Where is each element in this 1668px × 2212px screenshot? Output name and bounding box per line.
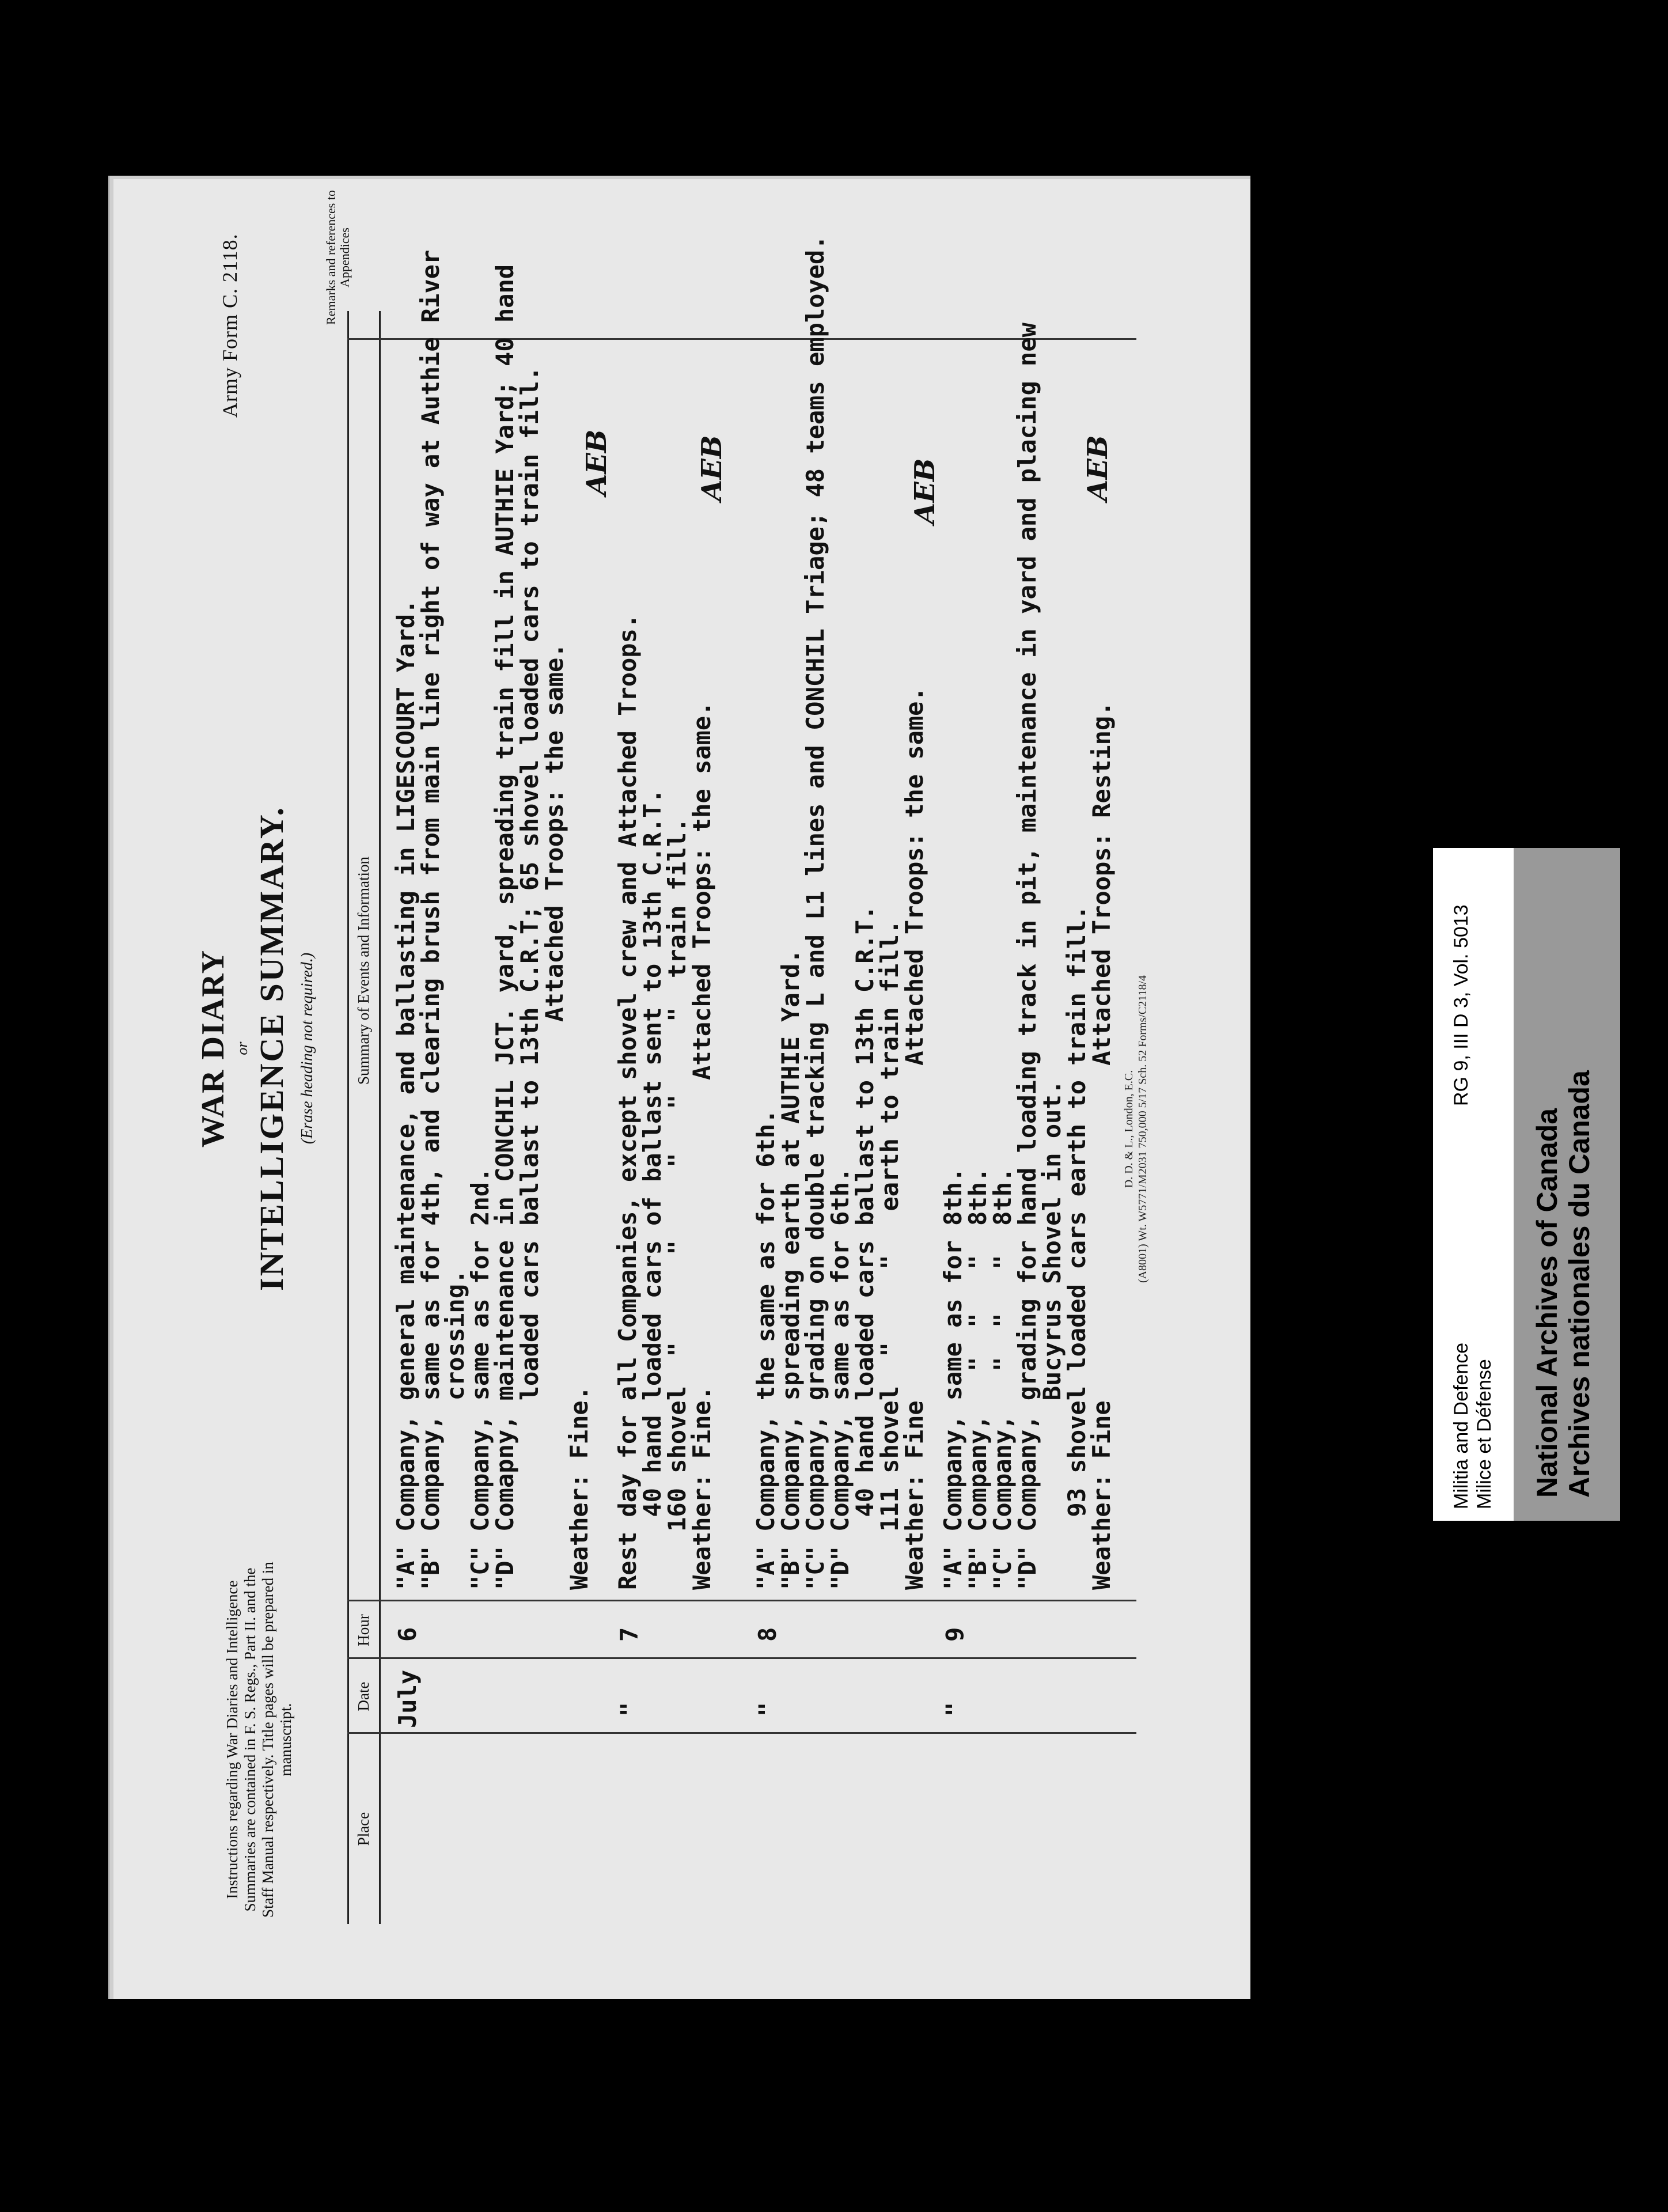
- stamp-militia-fr: Milice et Défense: [1473, 1359, 1495, 1509]
- entry-text: Rest day for all Companies, except shovel crew and Attached Troops. 40 hand loaded cars of ballast sent to 13th C.R.T. 160 shovel " " " " " train fill. Weather: Fine. Attached Troops: the same.: [613, 613, 716, 1590]
- col-header-remarks: Remarks and references to Appendices: [324, 190, 352, 325]
- col-header-place: Place: [355, 1812, 372, 1846]
- col-divider-hour: [347, 1600, 1136, 1601]
- stamp-reference: RG 9, III D 3, Vol. 5013: [1450, 904, 1472, 1106]
- archive-stamp-top-band: [1433, 848, 1514, 1521]
- entry-date: July: [393, 1669, 422, 1728]
- archive-stamp-bottom-band: [1514, 848, 1620, 1521]
- entry-text: "A" Company, general maintenance, and ballasting in LIGESCOURT Yard. "B" Company, same as for 4th, and clearing brush from main line right of way at Authie River crossing. "C" Company, same as for 2nd. "D" Comapny, maintenance in CONCHIL JCT. yard, spreading train fill in AUTHIE Yard; 40 hand loaded cars ballast to 13th C.R.T; 65 shovel loaded cars to train fill. Attached Troops: the same. Weather: Fine.: [392, 249, 593, 1590]
- col-divider-place: [347, 1732, 1136, 1734]
- entry-initials: AEB: [909, 458, 941, 524]
- entry-text: "A" Company, the same as for 6th. "B" Company, spreading earth at AUTHIE Yard. "C" Company, grading on double tracking L and L1 lines and CONCHIL Triage; 48 teams employed. "D" Company, same as for 6th. 40 hand loaded cars ballast to 13th C.R.T. 111 shovel " " earth to train fill. Weather: Fine Attached Troops: the same.: [752, 235, 928, 1590]
- entry-initials: AEB: [1082, 435, 1114, 501]
- stamp-militia-en: Militia and Defence: [1450, 1342, 1472, 1509]
- title-or: or: [234, 1041, 251, 1055]
- entry-date: ": [615, 1702, 643, 1717]
- entry-initials: AEB: [696, 435, 728, 501]
- header-top-rule: [347, 311, 349, 1924]
- entry-date: ": [753, 1702, 782, 1717]
- entry-date: ": [941, 1702, 969, 1717]
- form-number: Army Form C. 2118.: [218, 233, 241, 418]
- erase-note: (Erase heading not required.): [298, 952, 316, 1145]
- printer-line-1: D. D. & L., London, E.C.: [1123, 1070, 1135, 1188]
- entry-day: 7: [615, 1627, 643, 1642]
- stamp-archives-en: National Archives of Canada: [1531, 1108, 1563, 1498]
- archive-stamp-content: [1433, 848, 1620, 1521]
- entry-day: 9: [941, 1627, 969, 1642]
- rotated-page: [108, 176, 1249, 1999]
- subtitle: INTELLIGENCE SUMMARY.: [253, 806, 290, 1291]
- header-bottom-rule: [379, 311, 381, 1924]
- col-header-hour: Hour: [355, 1614, 372, 1646]
- page-content: [108, 176, 1249, 1999]
- printer-imprint: [1122, 881, 1150, 1377]
- col-header-date: Date: [355, 1681, 372, 1711]
- title: WAR DIARY: [195, 949, 231, 1148]
- entry-day: 8: [753, 1627, 782, 1642]
- instructions: Instructions regarding War Diaries and Intelligence Summaries are contained in F. S. Regs., Part II. and the Staff Manual respectively. Title pages will be prepared in manuscript.: [223, 1562, 294, 1918]
- entry-text: "A" Company, same as for 8th. "B" Company, " " " 8th. "C" Company, " " " 8th. "D" Company, grading for hand loading track in pit, maintenance in yard and placing new Bucyrus Shovel in out. 93 shovel loaded cars earth to train fill. Weather: Fine Attached Troops: Resting.: [939, 323, 1116, 1590]
- col-header-summary: Summary of Events and Information: [355, 857, 372, 1085]
- entry-day: 6: [393, 1627, 422, 1642]
- printer-line-2: (A8001) Wt. W5771/M2031 750,000 5/17 Sch. 52 Forms/C2118/4: [1136, 975, 1149, 1283]
- stamp-archives-fr: Archives nationales du Canada: [1563, 1070, 1595, 1498]
- col-divider-date: [347, 1657, 1136, 1659]
- archive-stamp: [1433, 848, 1620, 1521]
- entry-initials: AEB: [581, 429, 613, 495]
